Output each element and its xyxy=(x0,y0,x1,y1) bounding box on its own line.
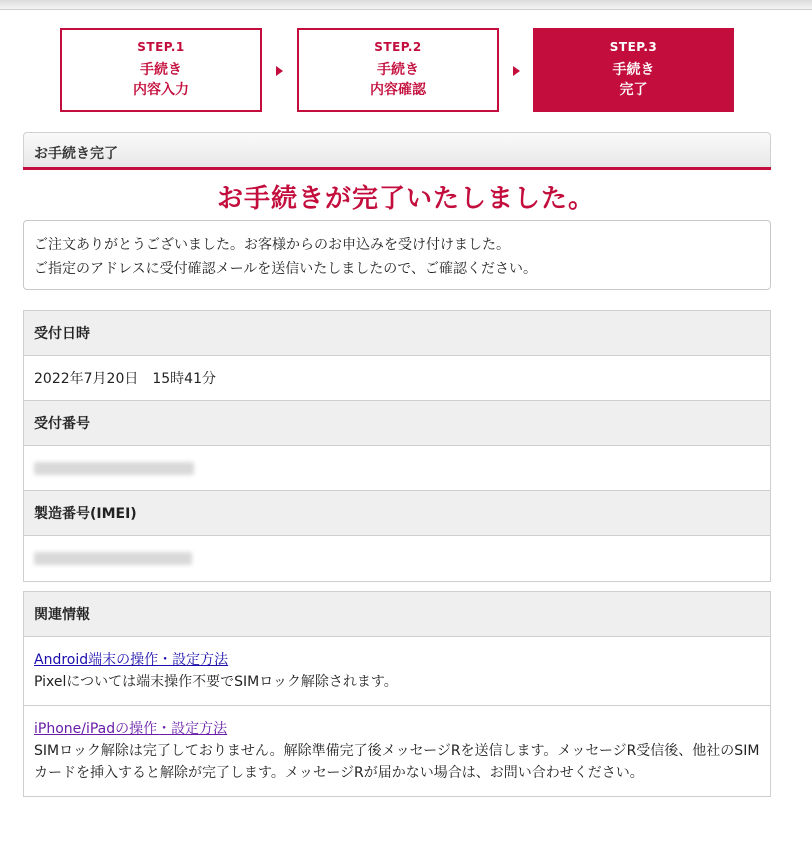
confirmation-message xyxy=(23,220,771,290)
step-indicator xyxy=(60,28,734,112)
section-divider xyxy=(23,167,771,170)
step-1-label xyxy=(62,60,260,100)
receipt-number-label: 受付番号 xyxy=(24,401,770,446)
step-1-label-line1: 手続き xyxy=(140,62,182,78)
receipt-date-value: 2022年7月20日 15時41分 xyxy=(24,356,770,401)
iphone-ipad-settings-link[interactable]: iPhone/iPadの操作・設定方法 xyxy=(34,721,228,737)
step-2-label-line2: 内容確認 xyxy=(370,82,426,98)
message-line-2: ご指定のアドレスに受付確認メールを送信いたしましたので、ご確認ください。 xyxy=(34,261,538,277)
iphone-description: SIMロック解除は完了しておりません。解除準備完了後メッセージRを送信します。メッセージR受信後、他社のSIMカードを挿入すると解除が完了します。メッセージRが届かない場合は、お問い合わせください。 xyxy=(34,743,760,781)
section-title: お手続き完了 xyxy=(34,146,118,162)
step-3-label xyxy=(535,60,732,100)
section-header xyxy=(23,132,771,170)
completion-heading: お手続きが完了いたしました。 xyxy=(216,184,595,214)
redacted-value xyxy=(34,462,194,475)
related-item-iphone xyxy=(24,706,770,796)
android-description: Pixelについては端末操作不要でSIMロック解除されます。 xyxy=(34,674,398,690)
step-3-current xyxy=(533,28,734,112)
step-2 xyxy=(297,28,499,112)
step-1 xyxy=(60,28,262,112)
step-1-label-line2: 内容入力 xyxy=(133,82,189,98)
receipt-number-value-redacted xyxy=(24,446,770,491)
message-line-1: ご注文ありがとうございました。お客様からのお申込みを受け付けました。 xyxy=(34,237,510,253)
related-item-android xyxy=(24,637,770,706)
android-settings-link[interactable]: Android端末の操作・設定方法 xyxy=(34,652,229,668)
browser-top-edge xyxy=(0,0,812,10)
step-arrow-icon xyxy=(276,66,283,76)
redacted-value xyxy=(34,552,192,565)
step-3-label-line1: 手続き xyxy=(612,62,655,78)
receipt-date-label: 受付日時 xyxy=(24,311,770,356)
step-1-number: STEP.1 xyxy=(137,40,185,54)
step-3-number: STEP.3 xyxy=(609,40,658,54)
step-2-label-line1: 手続き xyxy=(377,62,419,78)
step-3-label-line2: 完了 xyxy=(619,82,648,98)
receipt-info-table xyxy=(23,310,771,582)
related-info-panel xyxy=(23,591,771,797)
imei-value-redacted xyxy=(24,536,770,581)
step-arrow-icon xyxy=(513,66,520,76)
related-info-title: 関連情報 xyxy=(24,592,770,637)
step-2-number: STEP.2 xyxy=(374,40,422,54)
step-2-label xyxy=(299,60,497,100)
imei-label: 製造番号(IMEI) xyxy=(24,491,770,536)
